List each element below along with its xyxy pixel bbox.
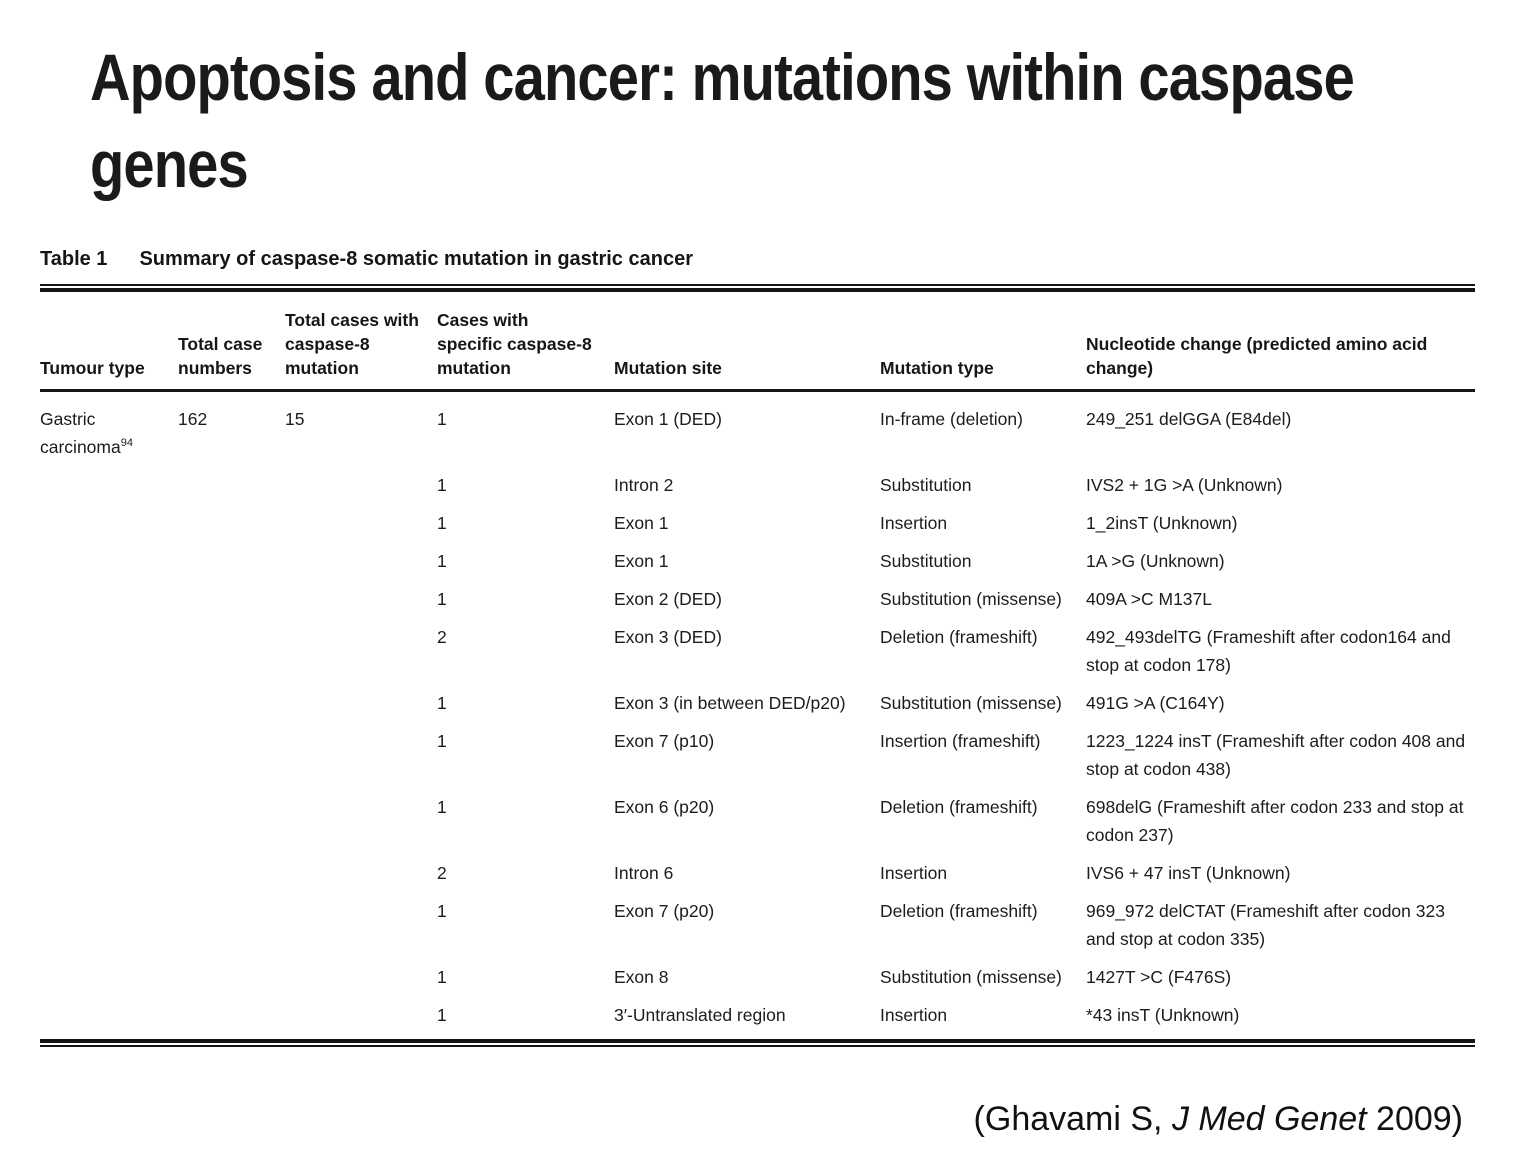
- cell-specific-cases: 1: [437, 513, 447, 533]
- mutation-summary-table: [40, 292, 1475, 1039]
- cell-total-case-numbers: [178, 509, 285, 547]
- cell-specific-cases: 1: [437, 901, 447, 921]
- cell-mutation-site: 3′-Untranslated region: [614, 1005, 786, 1025]
- citation: [40, 1099, 1475, 1139]
- cell-mutation-site: Exon 3 (DED): [614, 627, 722, 647]
- cell-tumour-type: [40, 585, 178, 623]
- table-row: [40, 623, 1475, 689]
- cell-mutation-type: Substitution (missense): [880, 693, 1062, 713]
- cell-nucleotide-change: 249_251 delGGA (E84del): [1086, 409, 1292, 429]
- cell-nucleotide-change: 1223_1224 insT (Frameshift after codon 408 and stop at codon 438): [1086, 731, 1466, 779]
- cell-tumour-type: [40, 509, 178, 547]
- page: [40, 34, 1536, 1139]
- cell-mutation-type: Insertion: [880, 513, 948, 533]
- cell-mutation-site: Intron 6: [614, 863, 674, 883]
- cell-mutation-type: Insertion: [880, 1005, 948, 1025]
- table-row: [40, 963, 1475, 1001]
- cell-specific-cases: 1: [437, 797, 447, 817]
- cell-total-cases-with-mutation: [285, 547, 437, 585]
- cell-total-case-numbers: [178, 547, 285, 585]
- cell-total-case-numbers: [178, 623, 285, 689]
- cell-total-cases-with-mutation: [285, 689, 437, 727]
- cell-total-case-numbers: [178, 963, 285, 1001]
- cell-nucleotide-change: 1427T >C (F476S): [1086, 967, 1232, 987]
- cell-total-cases-with-mutation: [285, 509, 437, 547]
- tumour-name: Gastric carcinoma: [40, 409, 121, 457]
- cell-specific-cases: 1: [437, 967, 447, 987]
- cell-mutation-site: Exon 1: [614, 551, 669, 571]
- article-title-line-2: genes: [90, 127, 248, 201]
- table-header: [40, 292, 1475, 391]
- table-row: [40, 585, 1475, 623]
- cell-tumour-type: [40, 897, 178, 963]
- cell-total-cases-with-mutation: [285, 859, 437, 897]
- cell-nucleotide-change: 492_493delTG (Frameshift after codon164 and stop at codon 178): [1086, 627, 1451, 675]
- table-row: [40, 509, 1475, 547]
- cell-specific-cases: 1: [437, 409, 447, 429]
- table-row: [40, 471, 1475, 509]
- cell-tumour-type: [40, 727, 178, 793]
- table-row: [40, 727, 1475, 793]
- cell-mutation-type: Deletion (frameshift): [880, 797, 1038, 817]
- cell-total-case-numbers: 162: [178, 409, 208, 429]
- cell-tumour-type: [40, 689, 178, 727]
- cell-total-case-numbers: [178, 897, 285, 963]
- table-row: [40, 1001, 1475, 1039]
- cell-total-cases-with-mutation: [285, 471, 437, 509]
- cell-mutation-site: Exon 1 (DED): [614, 409, 722, 429]
- cell-mutation-type: Insertion: [880, 863, 948, 883]
- cell-total-case-numbers: [178, 793, 285, 859]
- cell-mutation-type: In-frame (deletion): [880, 409, 1023, 429]
- cell-total-cases-with-mutation: [285, 727, 437, 793]
- cell-specific-cases: 1: [437, 693, 447, 713]
- citation-prefix: (Ghavami S,: [973, 1100, 1172, 1138]
- cell-mutation-type: Insertion (frameshift): [880, 731, 1041, 751]
- cell-nucleotide-change: 1_2insT (Unknown): [1086, 513, 1238, 533]
- cell-total-cases-with-mutation: 15: [285, 409, 305, 429]
- cell-total-case-numbers: [178, 859, 285, 897]
- article-title-line-1: Apoptosis and cancer: mutations within caspase: [90, 40, 1354, 114]
- col-header-total-case-numbers: Total case numbers: [178, 292, 285, 391]
- cell-mutation-type: Deletion (frameshift): [880, 627, 1038, 647]
- col-header-mutation-type: Mutation type: [880, 292, 1086, 391]
- cell-specific-cases: 2: [437, 863, 447, 883]
- citation-journal: J Med Genet: [1171, 1100, 1367, 1138]
- cell-nucleotide-change: 698delG (Frameshift after codon 233 and stop at codon 237): [1086, 797, 1464, 845]
- table-row: [40, 689, 1475, 727]
- cell-tumour-type: [40, 471, 178, 509]
- cell-total-case-numbers: [178, 1001, 285, 1039]
- cell-total-cases-with-mutation: [285, 897, 437, 963]
- cell-specific-cases: 1: [437, 475, 447, 495]
- col-header-tumour-type: Tumour type: [40, 292, 178, 391]
- cell-mutation-site: Exon 8: [614, 967, 669, 987]
- col-header-cases-with-specific-mutation: Cases with specific caspase-8 mutation: [437, 292, 614, 391]
- cell-mutation-type: Deletion (frameshift): [880, 901, 1038, 921]
- cell-total-case-numbers: [178, 471, 285, 509]
- table-row: [40, 547, 1475, 585]
- cell-total-case-numbers: [178, 585, 285, 623]
- table-caption: [40, 246, 1475, 272]
- cell-mutation-site: Exon 6 (p20): [614, 797, 715, 817]
- cell-mutation-site: Exon 2 (DED): [614, 589, 722, 609]
- cell-mutation-type: Substitution (missense): [880, 589, 1062, 609]
- cell-total-cases-with-mutation: [285, 623, 437, 689]
- tumour-reference-superscript: 94: [120, 437, 133, 450]
- cell-mutation-site: Exon 1: [614, 513, 669, 533]
- cell-total-case-numbers: [178, 689, 285, 727]
- table-bottom-rule: [40, 1039, 1475, 1047]
- cell-tumour-type: [40, 793, 178, 859]
- col-header-total-cases-with-mutation: Total cases with caspase-8 mutation: [285, 292, 437, 391]
- table-label: Table 1: [40, 248, 108, 270]
- col-header-nucleotide-change: Nucleotide change (predicted amino acid change): [1086, 292, 1475, 391]
- cell-mutation-site: Exon 7 (p10): [614, 731, 715, 751]
- cell-total-cases-with-mutation: [285, 963, 437, 1001]
- table-caption-text: Summary of caspase-8 somatic mutation in gastric cancer: [139, 248, 693, 270]
- cell-specific-cases: 1: [437, 551, 447, 571]
- col-header-mutation-site: Mutation site: [614, 292, 880, 391]
- article-title: [90, 34, 1354, 208]
- table-area: [40, 246, 1475, 1139]
- cell-nucleotide-change: IVS6 + 47 insT (Unknown): [1086, 863, 1291, 883]
- cell-nucleotide-change: 1A >G (Unknown): [1086, 551, 1225, 571]
- cell-tumour-type: [40, 859, 178, 897]
- cell-mutation-site: Exon 7 (p20): [614, 901, 715, 921]
- cell-tumour-type: [40, 623, 178, 689]
- cell-tumour-type: [40, 963, 178, 1001]
- cell-mutation-site: Intron 2: [614, 475, 674, 495]
- cell-tumour-type: [40, 547, 178, 585]
- cell-mutation-type: Substitution (missense): [880, 967, 1062, 987]
- cell-mutation-type: Substitution: [880, 551, 972, 571]
- cell-total-cases-with-mutation: [285, 1001, 437, 1039]
- table-row: [40, 897, 1475, 963]
- table-body: [40, 391, 1475, 1040]
- table-row: [40, 391, 1475, 472]
- table-row: [40, 859, 1475, 897]
- cell-nucleotide-change: IVS2 + 1G >A (Unknown): [1086, 475, 1283, 495]
- cell-tumour-type: [40, 1001, 178, 1039]
- cell-tumour-type: [40, 391, 178, 472]
- cell-total-cases-with-mutation: [285, 585, 437, 623]
- cell-specific-cases: 1: [437, 1005, 447, 1025]
- table-row: [40, 793, 1475, 859]
- cell-mutation-site: Exon 3 (in between DED/p20): [614, 693, 846, 713]
- cell-nucleotide-change: 491G >A (C164Y): [1086, 693, 1225, 713]
- cell-nucleotide-change: 409A >C M137L: [1086, 589, 1212, 609]
- cell-specific-cases: 2: [437, 627, 447, 647]
- cell-specific-cases: 1: [437, 589, 447, 609]
- cell-nucleotide-change: 969_972 delCTAT (Frameshift after codon 323 and stop at codon 335): [1086, 901, 1445, 949]
- cell-total-case-numbers: [178, 727, 285, 793]
- citation-suffix: 2009): [1366, 1100, 1463, 1138]
- cell-mutation-type: Substitution: [880, 475, 972, 495]
- table-top-rule: [40, 284, 1475, 292]
- cell-specific-cases: 1: [437, 731, 447, 751]
- cell-nucleotide-change: *43 insT (Unknown): [1086, 1005, 1240, 1025]
- table-header-row: [40, 292, 1475, 391]
- cell-total-cases-with-mutation: [285, 793, 437, 859]
